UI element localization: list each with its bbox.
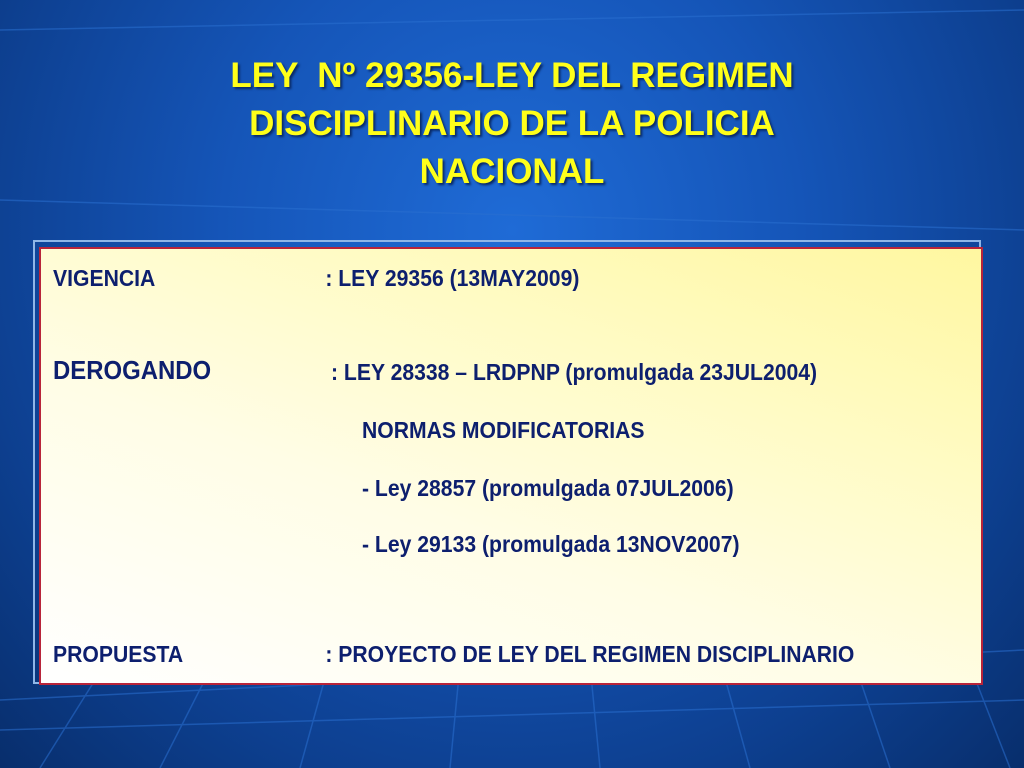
ley-28857: - Ley 28857 (promulgada 07JUL2006) [362, 475, 734, 501]
slide-title [112, 52, 912, 196]
vigencia-label: VIGENCIA [53, 265, 156, 291]
title-line-2: DISCIPLINARIO DE LA POLICIA [249, 104, 775, 143]
propuesta-value: : PROYECTO DE LEY DEL REGIMEN DISCIPLINARIO [325, 641, 855, 667]
ley-29133: - Ley 29133 (promulgada 13NOV2007) [362, 531, 740, 557]
content-panel [39, 247, 983, 685]
normas-modificatorias: NORMAS MODIFICATORIAS [362, 417, 645, 443]
derogando-value: : LEY 28338 – LRDPNP (promulgada 23JUL2004) [331, 359, 818, 385]
derogando-label: DEROGANDO [53, 355, 212, 385]
vigencia-value: : LEY 29356 (13MAY2009) [325, 265, 580, 291]
propuesta-label: PROPUESTA [53, 641, 184, 667]
title-line-1: LEY Nº 29356-LEY DEL REGIMEN [230, 56, 794, 95]
title-line-3: NACIONAL [419, 152, 605, 191]
